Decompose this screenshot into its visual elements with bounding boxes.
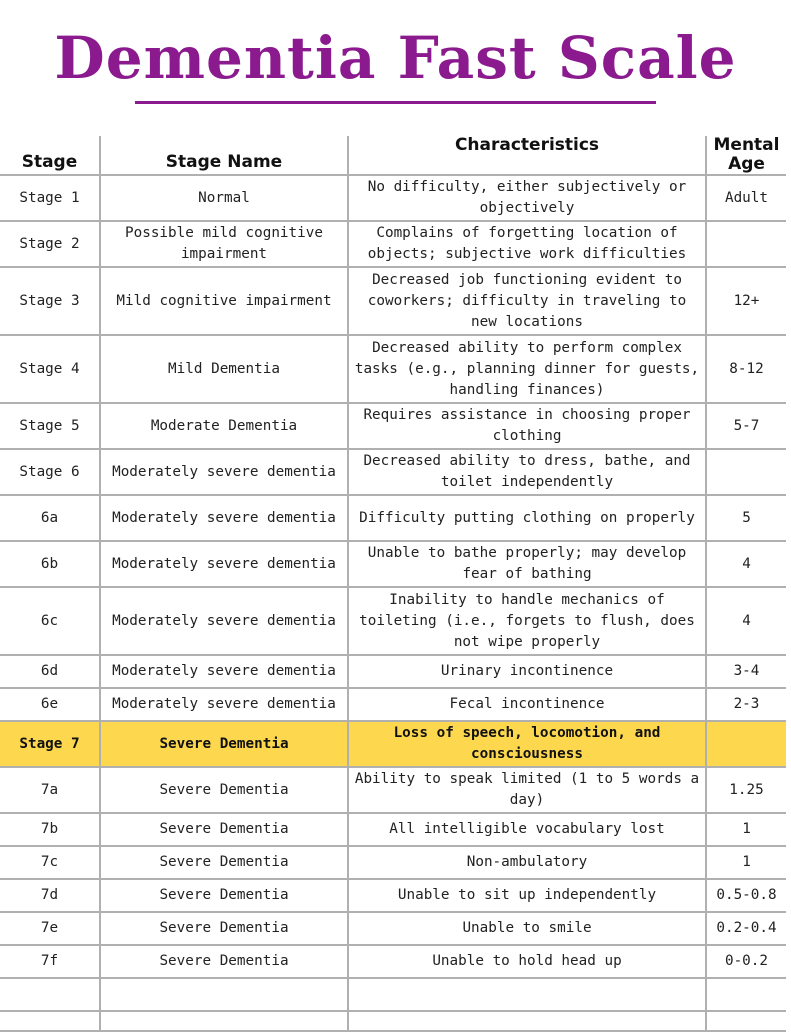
stage-name-cell: Moderately severe dementia	[100, 541, 348, 587]
stage-name-cell: Moderately severe dementia	[100, 688, 348, 721]
characteristics-cell	[348, 978, 706, 1011]
stage-cell: 6d	[0, 655, 100, 688]
stage-name-cell: Mild cognitive impairment	[100, 267, 348, 335]
characteristics-cell: Ability to speak limited (1 to 5 words a day)	[348, 767, 706, 813]
stage-name-cell	[100, 1011, 348, 1031]
table-row	[0, 1011, 786, 1031]
stage-name-cell: Severe Dementia	[100, 846, 348, 879]
stage-name-cell: Severe Dementia	[100, 945, 348, 978]
stage-cell: 7a	[0, 767, 100, 813]
stage-name-cell: Moderately severe dementia	[100, 495, 348, 541]
mental-age-cell: 1	[706, 846, 786, 879]
stage-cell	[0, 1011, 100, 1031]
stage-name-cell: Severe Dementia	[100, 879, 348, 912]
characteristics-cell: Inability to handle mechanics of toileting (i.e., forgets to flush, does not wipe properly	[348, 587, 706, 655]
stage-name-cell: Moderately severe dementia	[100, 655, 348, 688]
stage-cell: 7d	[0, 879, 100, 912]
mental-age-cell: 0-0.2	[706, 945, 786, 978]
characteristics-cell: Fecal incontinence	[348, 688, 706, 721]
mental-age-cell: 0.5-0.8	[706, 879, 786, 912]
characteristics-cell: Requires assistance in choosing proper clothing	[348, 403, 706, 449]
mental-age-cell: 5	[706, 495, 786, 541]
characteristics-cell: Decreased job functioning evident to coworkers; difficulty in traveling to new locations	[348, 267, 706, 335]
table-row	[0, 449, 786, 495]
characteristics-cell: Loss of speech, locomotion, and consciousness	[348, 721, 706, 767]
characteristics-cell: Decreased ability to dress, bathe, and toilet independently	[348, 449, 706, 495]
table-row	[0, 175, 786, 221]
table-row	[0, 767, 786, 813]
table-row	[0, 846, 786, 879]
table-header-row	[0, 136, 786, 175]
table-row	[0, 541, 786, 587]
fast-scale-table	[0, 136, 786, 1032]
mental-age-cell	[706, 721, 786, 767]
mental-age-cell: Adult	[706, 175, 786, 221]
mental-age-cell: 1.25	[706, 767, 786, 813]
mental-age-cell	[706, 1011, 786, 1031]
mental-age-cell: 4	[706, 541, 786, 587]
table-row	[0, 721, 786, 767]
page-title: Dementia Fast Scale	[54, 24, 737, 92]
stage-name-cell: Moderate Dementia	[100, 403, 348, 449]
stage-name-cell: Normal	[100, 175, 348, 221]
table-row	[0, 403, 786, 449]
header-stage-name: Stage Name	[100, 136, 348, 175]
stage-cell: 7b	[0, 813, 100, 846]
stage-cell	[0, 978, 100, 1011]
header-mental-age: Mental Age	[706, 136, 786, 175]
mental-age-cell: 3-4	[706, 655, 786, 688]
characteristics-cell: All intelligible vocabulary lost	[348, 813, 706, 846]
stage-name-cell: Mild Dementia	[100, 335, 348, 403]
header-characteristics: Characteristics	[348, 136, 706, 175]
characteristics-cell: Unable to smile	[348, 912, 706, 945]
stage-cell: 7c	[0, 846, 100, 879]
stage-cell: 6e	[0, 688, 100, 721]
stage-name-cell: Severe Dementia	[100, 912, 348, 945]
characteristics-cell: Decreased ability to perform complex tasks (e.g., planning dinner for guests, handling finances)	[348, 335, 706, 403]
characteristics-cell	[348, 1011, 706, 1031]
table-row	[0, 978, 786, 1011]
header-stage: Stage	[0, 136, 100, 175]
characteristics-cell: Non-ambulatory	[348, 846, 706, 879]
stage-cell: 6c	[0, 587, 100, 655]
characteristics-cell: Unable to sit up independently	[348, 879, 706, 912]
characteristics-cell: Complains of forgetting location of objects; subjective work difficulties	[348, 221, 706, 267]
table-row	[0, 335, 786, 403]
characteristics-cell: No difficulty, either subjectively or objectively	[348, 175, 706, 221]
mental-age-cell: 8-12	[706, 335, 786, 403]
table-row	[0, 813, 786, 846]
stage-cell: Stage 5	[0, 403, 100, 449]
stage-name-cell: Severe Dementia	[100, 721, 348, 767]
table-row	[0, 221, 786, 267]
stage-cell: 7e	[0, 912, 100, 945]
stage-cell: Stage 1	[0, 175, 100, 221]
table-row	[0, 912, 786, 945]
mental-age-cell	[706, 449, 786, 495]
stage-cell: Stage 7	[0, 721, 100, 767]
table-row	[0, 688, 786, 721]
stage-name-cell: Possible mild cognitive impairment	[100, 221, 348, 267]
mental-age-cell: 5-7	[706, 403, 786, 449]
stage-name-cell: Moderately severe dementia	[100, 449, 348, 495]
table-row	[0, 495, 786, 541]
mental-age-cell	[706, 221, 786, 267]
mental-age-cell: 4	[706, 587, 786, 655]
stage-name-cell: Moderately severe dementia	[100, 587, 348, 655]
mental-age-cell: 12+	[706, 267, 786, 335]
characteristics-cell: Unable to hold head up	[348, 945, 706, 978]
mental-age-cell: 0.2-0.4	[706, 912, 786, 945]
mental-age-cell: 2-3	[706, 688, 786, 721]
stage-cell: 7f	[0, 945, 100, 978]
stage-cell: Stage 4	[0, 335, 100, 403]
characteristics-cell: Unable to bathe properly; may develop fear of bathing	[348, 541, 706, 587]
stage-name-cell: Severe Dementia	[100, 813, 348, 846]
characteristics-cell: Urinary incontinence	[348, 655, 706, 688]
stage-name-cell	[100, 978, 348, 1011]
table-row	[0, 655, 786, 688]
characteristics-cell: Difficulty putting clothing on properly	[348, 495, 706, 541]
mental-age-cell	[706, 978, 786, 1011]
title-underline	[135, 101, 656, 104]
stage-cell: Stage 6	[0, 449, 100, 495]
stage-cell: Stage 3	[0, 267, 100, 335]
stage-cell: 6a	[0, 495, 100, 541]
table-row	[0, 267, 786, 335]
mental-age-cell: 1	[706, 813, 786, 846]
stage-name-cell: Severe Dementia	[100, 767, 348, 813]
stage-cell: Stage 2	[0, 221, 100, 267]
table-row	[0, 945, 786, 978]
table-row	[0, 587, 786, 655]
table-row	[0, 879, 786, 912]
stage-cell: 6b	[0, 541, 100, 587]
